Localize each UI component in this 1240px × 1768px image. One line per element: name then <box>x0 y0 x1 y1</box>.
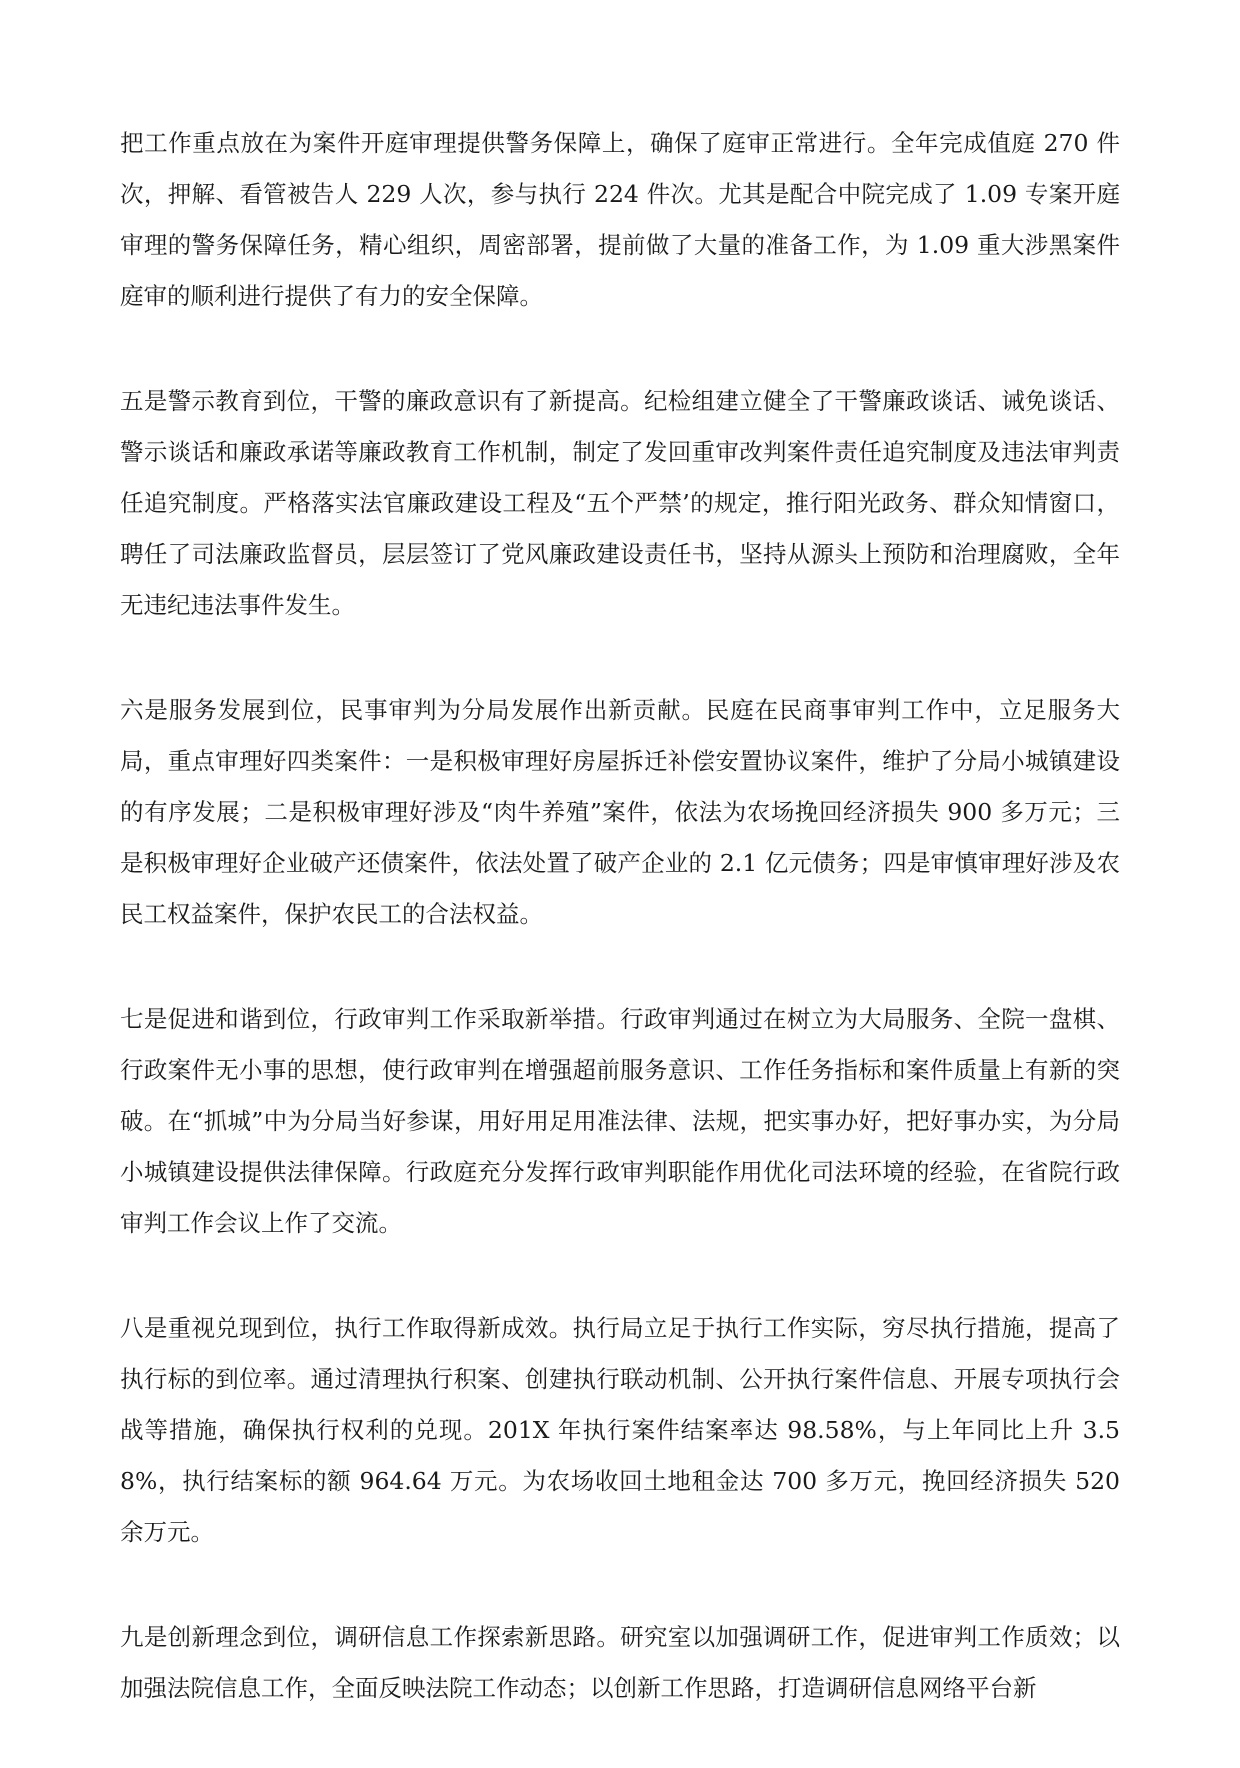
paragraph-security: 把工作重点放在为案件开庭审理提供警务保障上，确保了庭审正常进行。全年完成值庭 270 件次，押解、看管被告人 229 人次，参与执行 224 件次。尤其是配合中院完成了 1.09 专案开庭审理的警务保障任务，精心组织，周密部署，提前做了大量的准备工作，为 1.09 重大涉黑案件庭审的顺利进行提供了有力的安全保障。 <box>120 129 1120 310</box>
paragraph-research: 九是创新理念到位，调研信息工作探索新思路。研究室以加强调研工作，促进审判工作质效；以加强法院信息工作，全面反映法院工作动态；以创新工作思路，打造调研信息网络平台新 <box>120 1623 1120 1702</box>
paragraph-administrative-trial: 七是促进和谐到位，行政审判工作采取新举措。行政审判通过在树立为大局服务、全院一盘棋、行政案件无小事的思想，使行政审判在增强超前服务意识、工作任务指标和案件质量上有新的突破。在“抓城”中为分局当好参谋，用好用足用准法律、法规，把实事办好，把好事办实，为分局小城镇建设提供法律保障。行政庭充分发挥行政审判职能作用优化司法环境的经验，在省院行政审判工作会议上作了交流。 <box>120 1005 1120 1237</box>
paragraph-civil-trial: 六是服务发展到位，民事审判为分局发展作出新贡献。民庭在民商事审判工作中，立足服务大局，重点审理好四类案件：一是积极审理好房屋拆迁补偿安置协议案件，维护了分局小城镇建设的有序发展；二是积极审理好涉及“肉牛养殖”案件，依法为农场挽回经济损失 900 多万元；三是积极审理好企业破产还债案件，依法处置了破产企业的 2.1 亿元债务；四是审慎审理好涉及农民工权益案件，保护农民工的合法权益。 <box>120 696 1120 928</box>
document-page <box>120 118 1120 1768</box>
paragraph-enforcement: 八是重视兑现到位，执行工作取得新成效。执行局立足于执行工作实际，穷尽执行措施，提高了执行标的到位率。通过清理执行积案、创建执行联动机制、公开执行案件信息、开展专项执行会战等措施，确保执行权利的兑现。201X 年执行案件结案率达 98.58%，与上年同比上升 3.58%，执行结案标的额 964.64 万元。为农场收回土地租金达 700 多万元，挽回经济损失 520 余万元。 <box>120 1314 1120 1546</box>
paragraph-integrity: 五是警示教育到位，干警的廉政意识有了新提高。纪检组建立健全了干警廉政谈话、诫免谈话、警示谈话和廉政承诺等廉政教育工作机制，制定了发回重审改判案件责任追究制度及违法审判责任追究制度。严格落实法官廉政建设工程及“五个严禁’的规定，推行阳光政务、群众知情窗口，聘任了司法廉政监督员，层层签订了党风廉政建设责任书，坚持从源头上预防和治理腐败，全年无违纪违法事件发生。 <box>120 387 1120 619</box>
